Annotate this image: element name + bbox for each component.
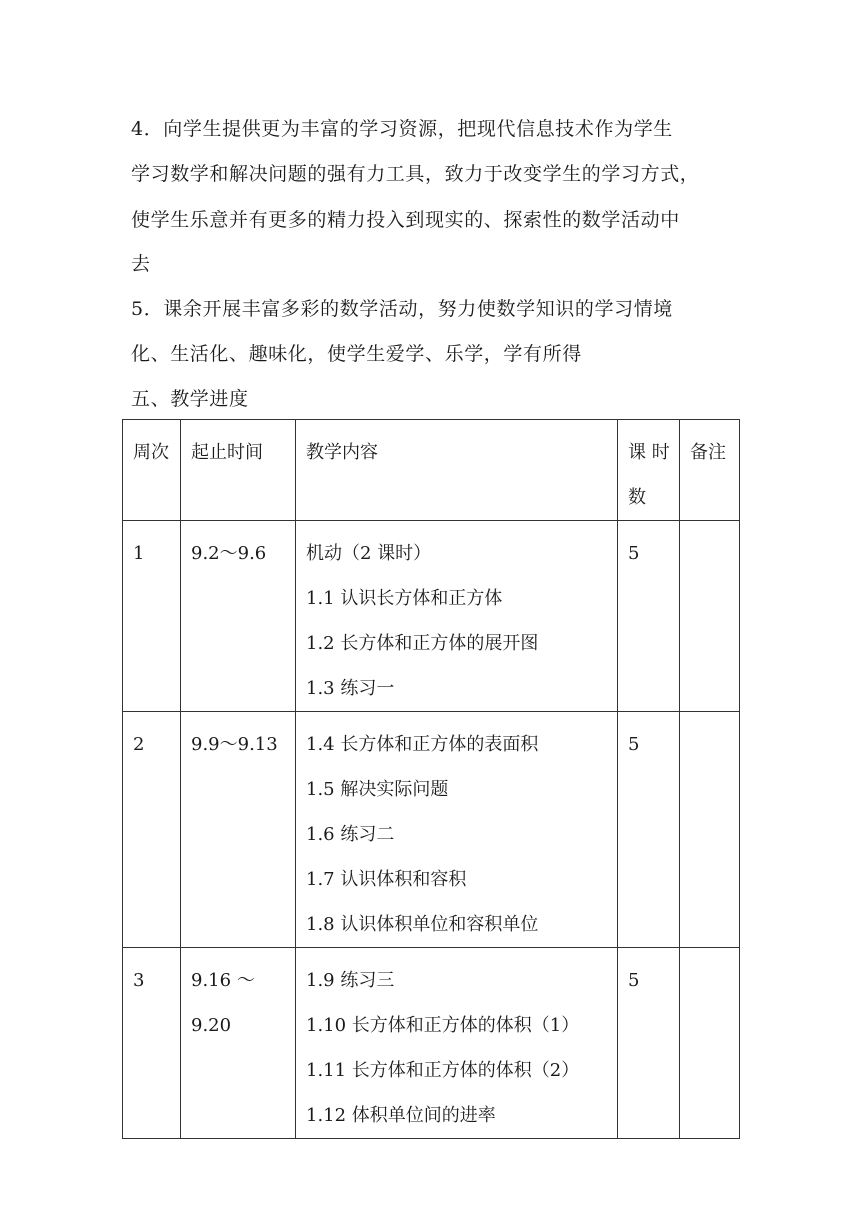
hours-cell: 5 [618,712,680,948]
table-row [123,521,740,712]
paragraph-line: 化、生活化、趣味化，使学生爱学、乐学，学有所得 [131,343,582,365]
paragraph-line: 学习数学和解决问题的强有力工具，致力于改变学生的学习方式， [131,163,700,185]
header-date: 起止时间 [181,420,296,521]
header-content: 教学内容 [296,420,618,521]
table-row [123,948,740,1139]
hours-cell: 5 [618,521,680,712]
week-cell: 3 [123,948,181,1139]
content-cell: 1.4 长方体和正方体的表面积 1.5 解决实际问题 1.6 练习二 1.7 认识体积和容积 1.8 认识体积单位和容积单位 [296,712,618,948]
table-row [123,712,740,948]
week-cell: 1 [123,521,181,712]
content-cell: 机动（2 课时） 1.1 认识长方体和正方体 1.2 长方体和正方体的展开图 1.3 练习一 [296,521,618,712]
date-cell: 9.16 ～ 9.20 [181,948,296,1139]
table-header-row [123,420,740,521]
note-cell [680,521,740,712]
header-hours: 课 时 数 [618,420,680,521]
paragraph-line: 4．向学生提供更为丰富的学习资源，把现代信息技术作为学生 [131,118,673,140]
hours-cell: 5 [618,948,680,1139]
date-cell: 9.9～9.13 [181,712,296,948]
schedule-table [122,419,740,1139]
header-note: 备注 [680,420,740,521]
paragraph-line: 5．课余开展丰富多彩的数学活动，努力使数学知识的学习情境 [131,298,673,320]
date-cell: 9.2～9.6 [181,521,296,712]
note-cell [680,712,740,948]
paragraph-line: 去 [131,253,151,275]
header-week: 周次 [123,420,181,521]
note-cell [680,948,740,1139]
section-title: 五、教学进度 [131,388,249,410]
content-cell: 1.9 练习三 1.10 长方体和正方体的体积（1） 1.11 长方体和正方体的体积（2） 1.12 体积单位间的进率 [296,948,618,1139]
week-cell: 2 [123,712,181,948]
paragraph-line: 使学生乐意并有更多的精力投入到现实的、探索性的数学活动中 [131,209,680,231]
